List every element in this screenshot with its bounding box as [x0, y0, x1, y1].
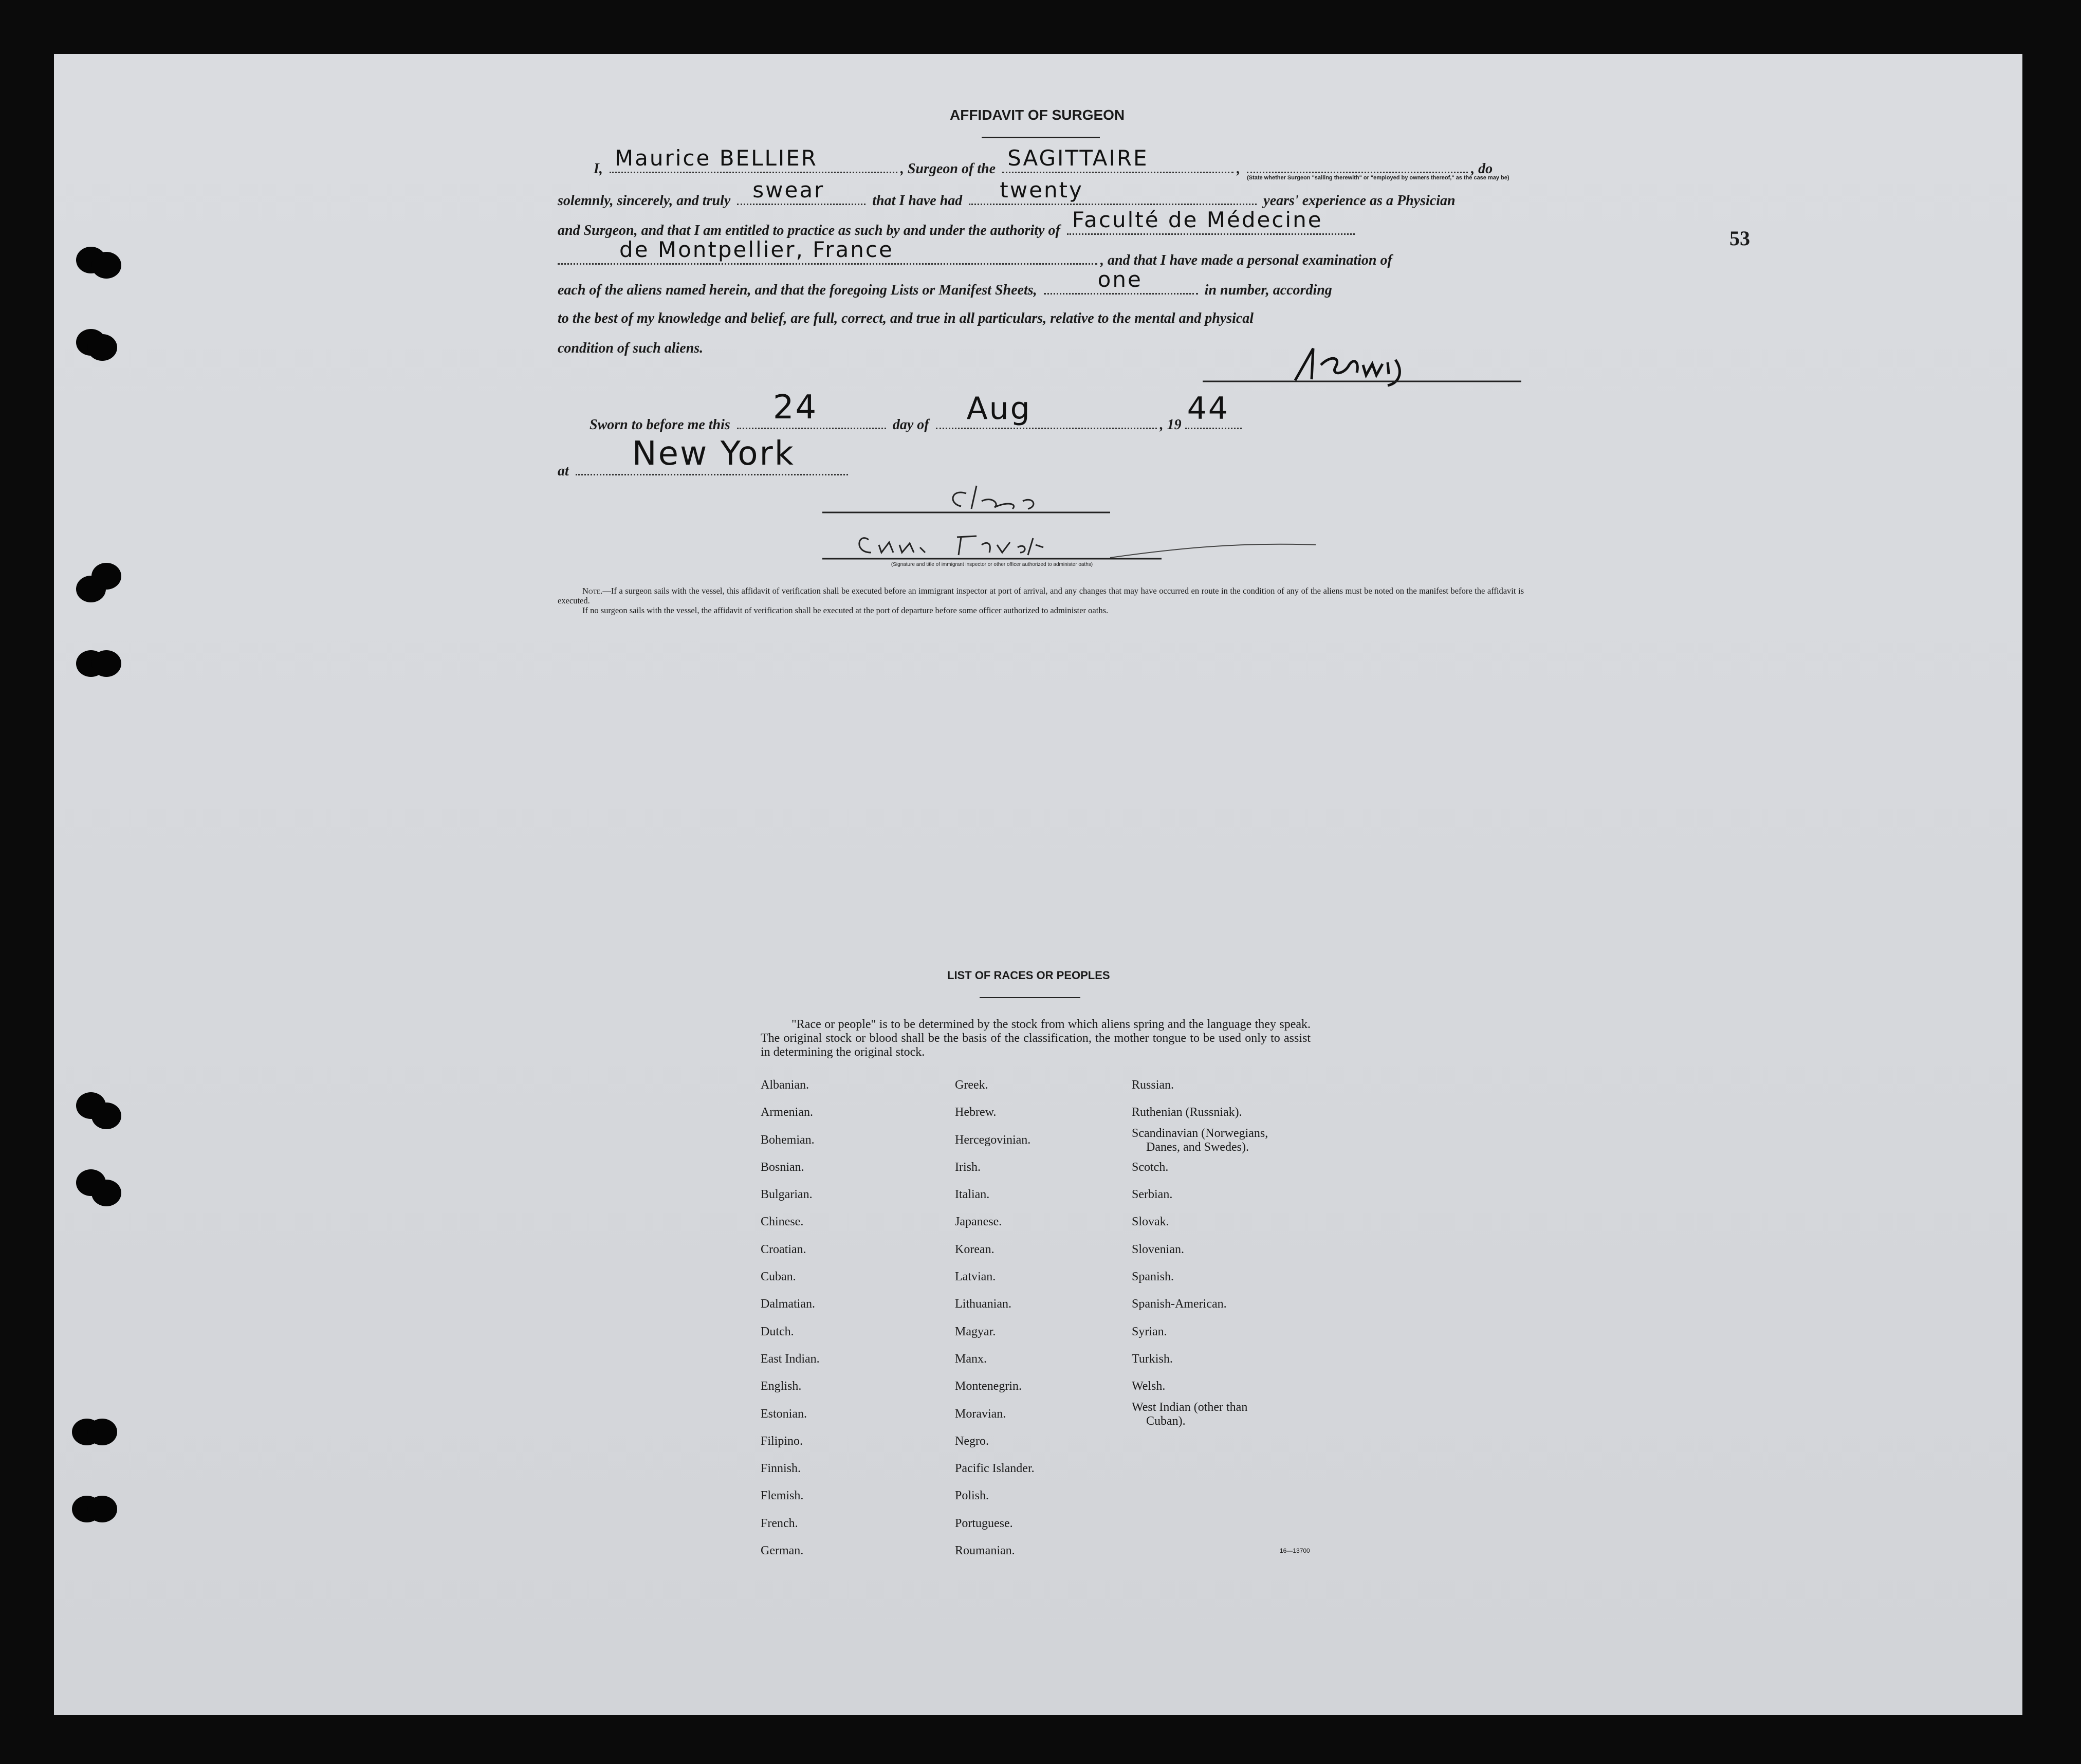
affidavit-text: each of the aliens named herein, and that the foregoing Lists or Manifest Sheets,	[558, 282, 1037, 298]
oath-handwritten: swear	[752, 177, 825, 203]
affidavit-line-6: to the best of my knowledge and belief, are full, correct, and true in all particulars, relative to the mental and physical	[558, 310, 1254, 326]
punch-hole	[87, 1419, 117, 1445]
punch-hole	[91, 1180, 121, 1206]
races-column-3	[1132, 1072, 1268, 1428]
race-item: Bulgarian.	[761, 1188, 813, 1202]
sworn-year-handwritten: 44	[1187, 391, 1229, 427]
race-item: Pacific Islander.	[955, 1462, 1035, 1476]
sworn-place-field[interactable]	[576, 435, 848, 475]
race-item: Dalmatian.	[761, 1297, 815, 1311]
punch-hole	[91, 252, 121, 279]
race-item: Russian.	[1132, 1078, 1174, 1092]
races-title: LIST OF RACES OR PEOPLES	[947, 969, 1110, 982]
race-item-line: West Indian (other than	[1132, 1400, 1248, 1414]
punch-hole	[87, 1496, 117, 1522]
affidavit-text: day of	[892, 417, 929, 433]
sworn-place-line	[558, 435, 851, 480]
race-item: Slovak.	[1132, 1215, 1169, 1229]
race-item: Serbian.	[1132, 1188, 1173, 1202]
affidavit-text: Sworn to before me this	[590, 417, 730, 433]
affidavit-text: in number, according	[1204, 282, 1332, 298]
manifest-page	[54, 54, 2022, 1715]
inspector-signature	[822, 481, 1316, 573]
vessel-name-field[interactable]	[1002, 145, 1233, 173]
sworn-day-handwritten: 24	[772, 389, 818, 427]
sworn-month-field[interactable]	[936, 391, 1157, 429]
race-item: Magyar.	[955, 1325, 996, 1338]
race-item: Latvian.	[955, 1270, 996, 1284]
page-number: 53	[1729, 227, 1750, 250]
race-item: Dutch.	[761, 1325, 794, 1338]
inspector-caption: (Signature and title of immigrant inspector or other officer authorized to administer oaths)	[891, 562, 1093, 567]
affidavit-line-3	[558, 207, 1358, 239]
races-column-1	[761, 1072, 820, 1565]
years-field[interactable]	[969, 177, 1257, 205]
race-item: German.	[761, 1544, 804, 1558]
race-item: French.	[761, 1516, 798, 1530]
capacity-hint: (State whether Surgeon "sailing therewith" or "employed by owners thereof," as the case may be)	[1247, 175, 1509, 181]
races-intro: "Race or people" is to be determined by the stock from which aliens spring and the language they speak. The original stock or blood shall be the basis of the classification, the mother tongue to be used only to assist in determining the original stock.	[761, 1018, 1311, 1059]
sheet-count-field[interactable]	[1044, 267, 1198, 295]
affidavit-text: solemnly, sincerely, and truly	[558, 193, 731, 209]
race-item: East Indian.	[761, 1352, 820, 1366]
race-item: Montenegrin.	[955, 1380, 1022, 1393]
affidavit-text: , do	[1471, 161, 1493, 177]
sworn-line	[558, 389, 1245, 433]
sworn-month-handwritten: Aug	[966, 391, 1032, 427]
punch-hole	[91, 650, 121, 677]
affidavit-line-7: condition of such aliens.	[558, 340, 704, 356]
race-item: Spanish-American.	[1132, 1297, 1227, 1311]
race-item: Bosnian.	[761, 1160, 804, 1174]
form-code: 16—13700	[1280, 1547, 1310, 1554]
race-item: Italian.	[955, 1188, 990, 1202]
races-title-underline	[980, 997, 1080, 998]
race-item: Albanian.	[761, 1078, 809, 1092]
authority-handwritten-2: de Montpellier, France	[619, 237, 894, 262]
oath-field[interactable]	[737, 177, 865, 205]
race-item-line: Scandinavian (Norwegians,	[1132, 1126, 1268, 1140]
affidavit-line-5	[558, 267, 1332, 299]
race-item: Roumanian.	[955, 1544, 1015, 1558]
race-item: Spanish.	[1132, 1270, 1174, 1284]
race-item: Lithuanian.	[955, 1297, 1011, 1311]
affidavit-text: that I have had	[872, 193, 963, 209]
affidavit-title: AFFIDAVIT OF SURGEON	[950, 107, 1125, 123]
affidavit-text: at	[558, 463, 569, 479]
affidavit-text: , and that I have made a personal examination of	[1100, 252, 1392, 268]
years-handwritten: twenty	[1000, 177, 1083, 203]
race-item: Cuban.	[761, 1270, 796, 1284]
race-item: Japanese.	[955, 1215, 1002, 1229]
race-item: Polish.	[955, 1489, 989, 1503]
race-item-line: Cuban).	[1146, 1414, 1186, 1428]
race-item: Croatian.	[761, 1242, 806, 1256]
race-item: Syrian.	[1132, 1325, 1167, 1338]
sheet-count-handwritten: one	[1097, 267, 1143, 292]
note-label: Note.	[582, 586, 603, 596]
race-item: Korean.	[955, 1242, 995, 1256]
race-item: Chinese.	[761, 1215, 804, 1229]
surgeon-name-field[interactable]	[610, 145, 897, 173]
punch-hole	[91, 1102, 121, 1129]
affidavit-text: and Surgeon, and that I am entitled to practice as such by and under the authority of	[558, 223, 1060, 238]
note-text-1: —If a surgeon sails with the vessel, this affidavit of verification shall be executed before an immigrant inspector at port of arrival, and any changes that may have occurred en route in the condition of any of the aliens must be noted on the manifest before the affidavit is executed.	[558, 586, 1524, 605]
race-item: Hercegovinian.	[955, 1133, 1031, 1147]
race-item	[1132, 1127, 1268, 1154]
affidavit-note	[558, 586, 1524, 615]
affidavit-line-1: I, Maurice BELLIER , Surgeon of the SAGITTAIRE , (State whether Surgeon "sailing therewith" or "employed by owners thereof," as the case may be) , do	[558, 159, 1493, 177]
title-underline	[982, 137, 1100, 138]
authority-handwritten-1: Faculté de Médecine	[1072, 207, 1323, 232]
sworn-place-handwritten: New York	[632, 435, 795, 473]
race-item: Ruthenian (Russniak).	[1132, 1106, 1242, 1119]
surgeon-signature	[1203, 334, 1521, 391]
affidavit-text: I,	[594, 161, 603, 177]
authority-field-1[interactable]	[1067, 207, 1355, 235]
race-item: Greek.	[955, 1078, 988, 1092]
race-item: Slovenian.	[1132, 1242, 1184, 1256]
race-item: English.	[761, 1380, 802, 1393]
affidavit-text: , Surgeon of the	[900, 161, 996, 177]
race-item: Armenian.	[761, 1106, 813, 1119]
surgeon-name-handwritten: Maurice BELLIER	[614, 145, 818, 171]
race-item: Negro.	[955, 1434, 989, 1448]
race-item: Welsh.	[1132, 1380, 1166, 1393]
races-column-2	[955, 1072, 1035, 1565]
affidavit-text: , 19	[1159, 417, 1182, 433]
race-item: Estonian.	[761, 1407, 807, 1421]
authority-field-2[interactable]	[558, 237, 1097, 265]
race-item: Turkish.	[1132, 1352, 1173, 1366]
affidavit-text: years' experience as a Physician	[1263, 193, 1456, 209]
race-item: Scotch.	[1132, 1160, 1169, 1174]
race-item: Flemish.	[761, 1489, 804, 1503]
race-item: Portuguese.	[955, 1516, 1013, 1530]
sworn-day-field[interactable]	[737, 389, 886, 429]
sworn-year-field[interactable]	[1185, 391, 1242, 429]
race-item: Moravian.	[955, 1407, 1006, 1421]
race-item: Hebrew.	[955, 1106, 997, 1119]
vessel-name-handwritten: SAGITTAIRE	[1007, 145, 1149, 171]
race-item: Irish.	[955, 1160, 981, 1174]
note-text-2: If no surgeon sails with the vessel, the affidavit of verification shall be executed at the port of departure before some officer authorized to administer oaths.	[582, 605, 1109, 615]
race-item: Manx.	[955, 1352, 987, 1366]
race-item: Bohemian.	[761, 1133, 815, 1147]
race-item: Filipino.	[761, 1434, 803, 1448]
punch-hole	[91, 563, 121, 590]
punch-hole	[87, 334, 117, 361]
race-item: Finnish.	[761, 1462, 801, 1476]
affidavit-line-4	[558, 237, 1392, 269]
race-item	[1132, 1401, 1268, 1428]
race-item-line: Danes, and Swedes).	[1146, 1140, 1249, 1154]
